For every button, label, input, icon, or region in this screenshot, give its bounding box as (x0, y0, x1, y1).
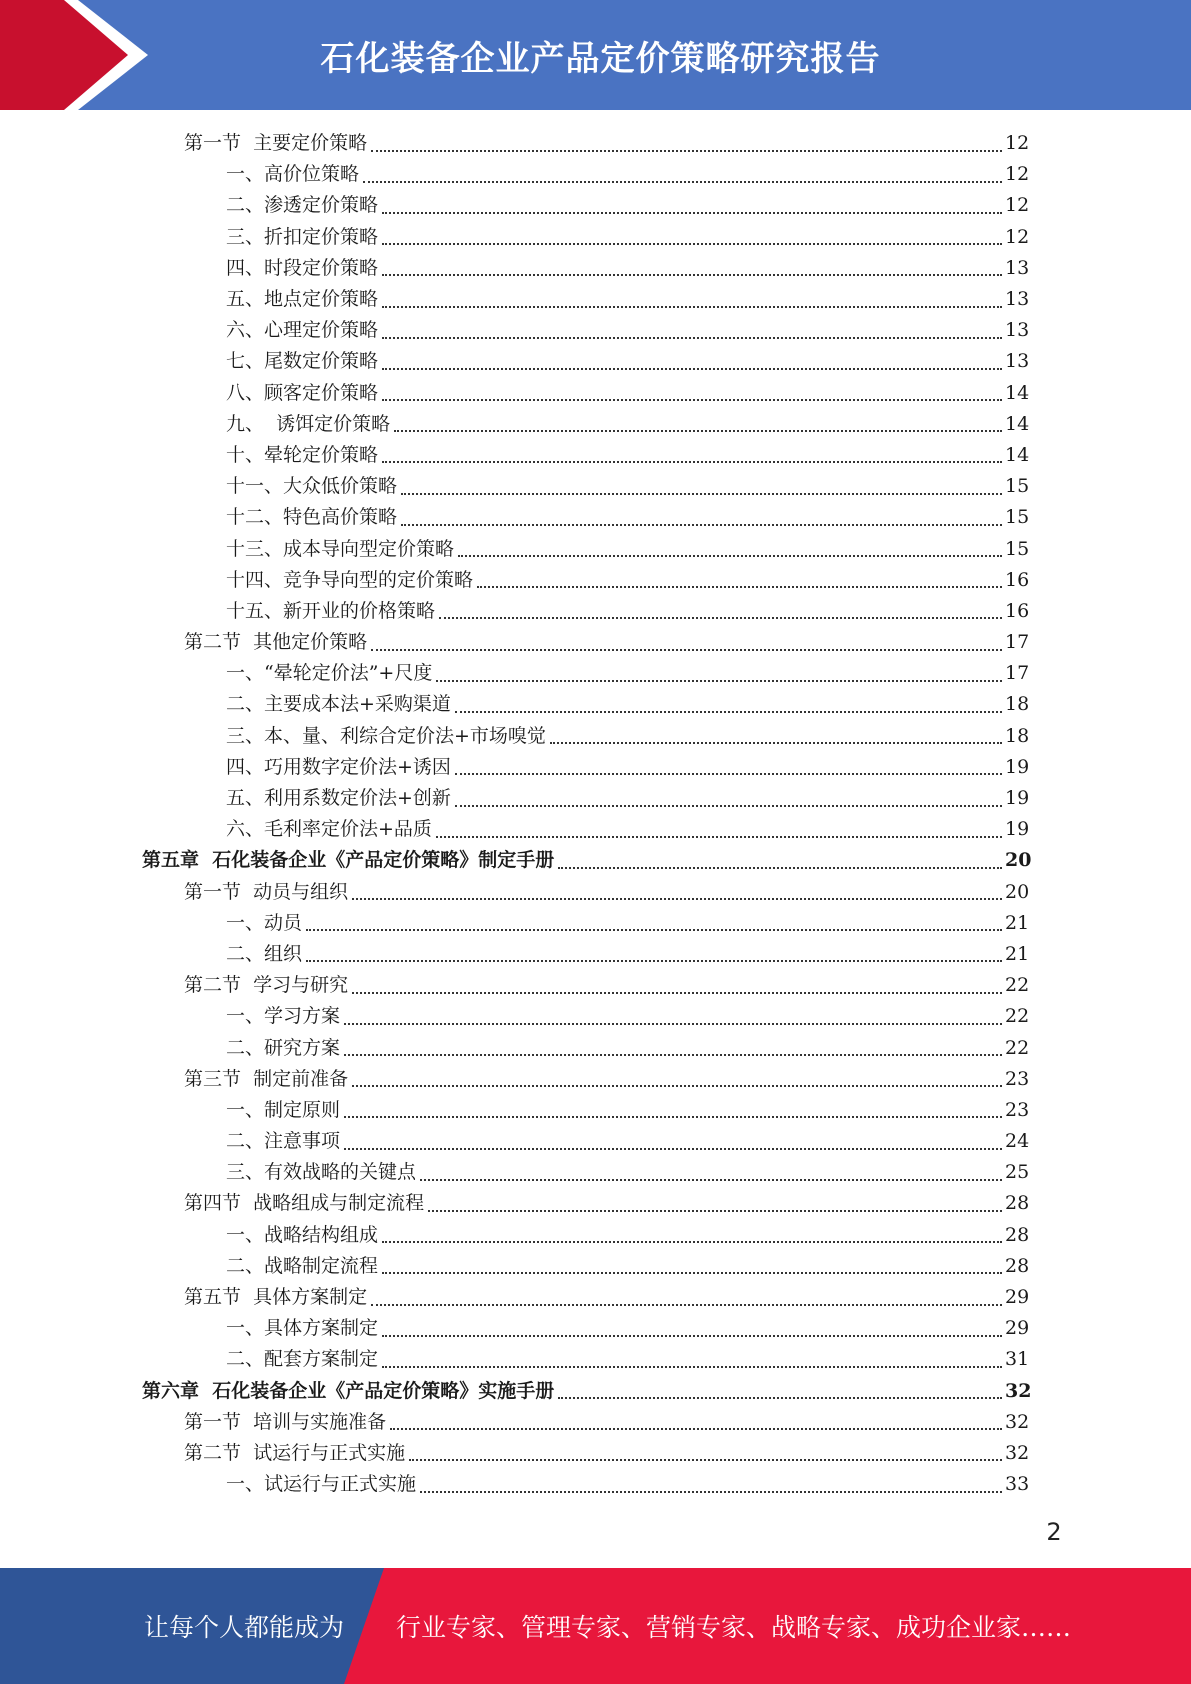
footer-slogan: 让每个人都能成为 (144, 1613, 345, 1642)
dot-leader (455, 773, 1002, 775)
toc-section-entry[interactable] (184, 128, 1048, 159)
dot-leader (352, 898, 1002, 900)
toc-subsection-entry[interactable] (226, 1344, 1048, 1375)
dot-leader (558, 1397, 1002, 1399)
dot-leader (558, 867, 1002, 869)
toc-subsection-entry[interactable] (226, 814, 1048, 845)
toc-section-entry[interactable] (184, 970, 1048, 1001)
toc-subsection-entry[interactable] (226, 315, 1048, 346)
toc-subsection-entry[interactable] (226, 658, 1048, 689)
toc-subsection-entry[interactable] (226, 409, 1048, 440)
toc-entry-title: 十、晕轮定价策略 (226, 443, 379, 466)
toc-entry-title: 第五节 具体方案制定 (184, 1286, 368, 1309)
toc-page-number: 15 (1005, 475, 1030, 498)
toc-entry-title: 一、动员 (226, 911, 303, 934)
dot-leader (436, 836, 1002, 838)
toc-subsection-entry[interactable] (226, 440, 1048, 471)
dot-leader (394, 430, 1002, 432)
toc-section-entry[interactable] (184, 1188, 1048, 1219)
toc-entry-title: 十四、竞争导向型的定价策略 (226, 568, 474, 591)
toc-subsection-entry[interactable] (226, 1095, 1048, 1126)
toc-page-number: 19 (1005, 787, 1030, 810)
toc-section-entry[interactable] (184, 1407, 1048, 1438)
toc-subsection-entry[interactable] (226, 596, 1048, 627)
toc-subsection-entry[interactable] (226, 565, 1048, 596)
dot-leader (382, 212, 1002, 214)
dot-leader (382, 461, 1002, 463)
toc-chapter-entry[interactable] (142, 845, 1048, 876)
toc-entry-title: 第五章 石化装备企业《产品定价策略》制定手册 (142, 849, 555, 872)
toc-entry-title: 八、顾客定价策略 (226, 381, 379, 404)
toc-subsection-entry[interactable] (226, 1157, 1048, 1188)
dot-leader (382, 368, 1002, 370)
toc-entry-title: 四、时段定价策略 (226, 256, 379, 279)
toc-entry-title: 第一节 培训与实施准备 (184, 1410, 387, 1433)
dot-leader (382, 399, 1002, 401)
toc-entry-title: 五、利用系数定价法+创新 (226, 787, 451, 810)
page-number: 2 (1046, 1518, 1062, 1546)
toc-page-number: 21 (1005, 911, 1030, 934)
toc-entry-title: 四、巧用数字定价法+诱因 (226, 755, 451, 778)
toc-page-number: 28 (1005, 1192, 1030, 1215)
toc-entry-title: 十一、大众低价策略 (226, 475, 398, 498)
toc-subsection-entry[interactable] (226, 1126, 1048, 1157)
toc-subsection-entry[interactable] (226, 939, 1048, 970)
toc-page-number: 14 (1005, 412, 1030, 435)
toc-subsection-entry[interactable] (226, 721, 1048, 752)
toc-entry-title: 五、地点定价策略 (226, 288, 379, 311)
dot-leader (436, 680, 1002, 682)
toc-section-entry[interactable] (184, 627, 1048, 658)
toc-subsection-entry[interactable] (226, 1313, 1048, 1344)
toc-page-number: 21 (1005, 942, 1030, 965)
toc-entry-title: 十五、新开业的价格策略 (226, 599, 436, 622)
dot-leader (420, 1179, 1002, 1181)
toc-entry-title: 第四节 战略组成与制定流程 (184, 1192, 425, 1215)
dot-leader (455, 711, 1002, 713)
toc-entry-title: 一、学习方案 (226, 1005, 341, 1028)
dot-leader (344, 1116, 1002, 1118)
toc-entry-title: 七、尾数定价策略 (226, 350, 379, 373)
toc-page-number: 32 (1005, 1441, 1030, 1464)
toc-entry-title: 二、研究方案 (226, 1036, 341, 1059)
toc-page-number: 12 (1005, 163, 1030, 186)
toc-entry-title: 第二节 其他定价策略 (184, 631, 368, 654)
toc-entry-title: 一、战略结构组成 (226, 1223, 379, 1246)
dot-leader (382, 1241, 1002, 1243)
toc-entry-title: 六、毛利率定价法+品质 (226, 818, 432, 841)
toc-page-number: 12 (1005, 194, 1030, 217)
toc-subsection-entry[interactable] (226, 502, 1048, 533)
toc-page-number: 13 (1005, 288, 1030, 311)
toc-entry-title: 二、战略制定流程 (226, 1254, 379, 1277)
toc-subsection-entry[interactable] (226, 159, 1048, 190)
toc-page-number: 13 (1005, 256, 1030, 279)
dot-leader (477, 586, 1002, 588)
toc-subsection-entry[interactable] (226, 908, 1048, 939)
header-banner (0, 0, 1191, 110)
toc-page-number: 15 (1005, 506, 1030, 529)
toc-subsection-entry[interactable] (226, 1001, 1048, 1032)
toc-subsection-entry[interactable] (226, 689, 1048, 720)
dot-leader (371, 649, 1002, 651)
toc-entry-title: 二、组织 (226, 942, 303, 965)
dot-leader (382, 1272, 1002, 1274)
toc-subsection-entry[interactable] (226, 346, 1048, 377)
toc-page-number: 17 (1005, 631, 1030, 654)
toc-page-number: 31 (1005, 1348, 1030, 1371)
dot-leader (458, 555, 1002, 557)
toc-entry-title: 一、“晕轮定价法”+尺度 (226, 662, 433, 685)
toc-page-number: 15 (1005, 537, 1030, 560)
toc-page-number: 23 (1005, 1098, 1030, 1121)
toc-page-number: 28 (1005, 1223, 1030, 1246)
toc-subsection-entry[interactable] (226, 1032, 1048, 1063)
toc-entry-title: 三、有效战略的关键点 (226, 1161, 417, 1184)
toc-entry-title: 第一节 主要定价策略 (184, 132, 368, 155)
toc-entry-title: 第三节 制定前准备 (184, 1067, 349, 1090)
toc-entry-title: 一、高价位策略 (226, 163, 360, 186)
toc-page-number: 33 (1005, 1473, 1030, 1496)
toc-subsection-entry[interactable] (226, 783, 1048, 814)
dot-leader (420, 1491, 1002, 1493)
toc-entry-title: 第六章 石化装备企业《产品定价策略》实施手册 (142, 1379, 555, 1402)
toc-page-number: 22 (1005, 1005, 1030, 1028)
dot-leader (401, 493, 1002, 495)
toc-page-number: 25 (1005, 1161, 1030, 1184)
toc-chapter-entry[interactable] (142, 1376, 1048, 1407)
toc-page-number: 22 (1005, 1036, 1030, 1059)
toc-page-number: 19 (1005, 755, 1030, 778)
toc-page-number: 14 (1005, 443, 1030, 466)
toc-section-entry[interactable] (184, 877, 1048, 908)
toc-page-number: 23 (1005, 1067, 1030, 1090)
toc-entry-title: 二、注意事项 (226, 1130, 341, 1153)
toc-section-entry[interactable] (184, 1282, 1048, 1313)
toc-page-number: 16 (1005, 599, 1030, 622)
toc-page-number: 17 (1005, 662, 1030, 685)
toc-section-entry[interactable] (184, 1438, 1048, 1469)
toc-entry-title: 一、制定原则 (226, 1098, 341, 1121)
dot-leader (306, 960, 1002, 962)
dot-leader (363, 181, 1002, 183)
toc-section-entry[interactable] (184, 1064, 1048, 1095)
toc-subsection-entry[interactable] (226, 533, 1048, 564)
toc-entry-title: 十二、特色高价策略 (226, 506, 398, 529)
toc-entry-title: 三、折扣定价策略 (226, 225, 379, 248)
toc-subsection-entry[interactable] (226, 190, 1048, 221)
dot-leader (382, 1335, 1002, 1337)
toc-page-number: 18 (1005, 724, 1030, 747)
toc-subsection-entry[interactable] (226, 253, 1048, 284)
toc-entry-title: 第二节 试运行与正式实施 (184, 1441, 406, 1464)
toc-entry-title: 一、具体方案制定 (226, 1317, 379, 1340)
footer-banner (0, 1568, 1191, 1684)
toc-subsection-entry[interactable] (226, 378, 1048, 409)
toc-page-number: 19 (1005, 818, 1030, 841)
toc-page-number: 12 (1005, 225, 1030, 248)
toc-entry-title: 九、 诱饵定价策略 (226, 412, 391, 435)
toc-subsection-entry[interactable] (226, 1251, 1048, 1282)
toc-page-number: 20 (1005, 880, 1030, 903)
toc-subsection-entry[interactable] (226, 1469, 1048, 1500)
dot-leader (390, 1428, 1002, 1430)
toc-entry-title: 一、试运行与正式实施 (226, 1473, 417, 1496)
toc-subsection-entry[interactable] (226, 752, 1048, 783)
toc-page-number: 29 (1005, 1286, 1030, 1309)
toc-subsection-entry[interactable] (226, 1220, 1048, 1251)
toc-page-number: 18 (1005, 693, 1030, 716)
dot-leader (352, 1085, 1002, 1087)
toc-entry-title: 二、配套方案制定 (226, 1348, 379, 1371)
dot-leader (371, 1304, 1002, 1306)
toc-page-number: 24 (1005, 1130, 1030, 1153)
dot-leader (455, 805, 1002, 807)
dot-leader (550, 742, 1002, 744)
dot-leader (382, 1366, 1002, 1368)
toc-entry-title: 三、本、量、利综合定价法+市场嗅觉 (226, 724, 546, 747)
toc-page-number: 13 (1005, 350, 1030, 373)
dot-leader (439, 617, 1002, 619)
dot-leader (371, 150, 1002, 152)
toc-page-number: 29 (1005, 1317, 1030, 1340)
toc-page-number: 28 (1005, 1254, 1030, 1277)
toc-page-number: 22 (1005, 974, 1030, 997)
toc-page-number: 12 (1005, 132, 1030, 155)
toc-page-number: 13 (1005, 319, 1030, 342)
dot-leader (382, 306, 1002, 308)
toc-entry-title: 六、心理定价策略 (226, 319, 379, 342)
toc-page-number: 32 (1005, 1410, 1030, 1433)
toc-subsection-entry[interactable] (226, 471, 1048, 502)
toc-subsection-entry[interactable] (226, 222, 1048, 253)
dot-leader (352, 992, 1002, 994)
dot-leader (428, 1210, 1002, 1212)
toc-entry-title: 第二节 学习与研究 (184, 974, 349, 997)
toc-entry-title: 第一节 动员与组织 (184, 880, 349, 903)
toc-subsection-entry[interactable] (226, 284, 1048, 315)
dot-leader (382, 337, 1002, 339)
dot-leader (401, 524, 1002, 526)
document-title: 石化装备企业产品定价策略研究报告 (320, 38, 881, 79)
dot-leader (409, 1459, 1002, 1461)
dot-leader (344, 1148, 1002, 1150)
toc-page-number: 32 (1005, 1379, 1032, 1402)
table-of-contents (0, 128, 1191, 1500)
toc-page-number: 14 (1005, 381, 1030, 404)
footer-roles: 行业专家、管理专家、营销专家、战略专家、成功企业家…… (396, 1613, 1072, 1642)
toc-page-number: 16 (1005, 568, 1030, 591)
toc-entry-title: 二、主要成本法+采购渠道 (226, 693, 451, 716)
toc-entry-title: 十三、成本导向型定价策略 (226, 537, 455, 560)
toc-entry-title: 二、渗透定价策略 (226, 194, 379, 217)
toc-page-number: 20 (1005, 849, 1032, 872)
dot-leader (344, 1054, 1002, 1056)
dot-leader (344, 1023, 1002, 1025)
dot-leader (306, 929, 1002, 931)
dot-leader (382, 274, 1002, 276)
dot-leader (382, 243, 1002, 245)
